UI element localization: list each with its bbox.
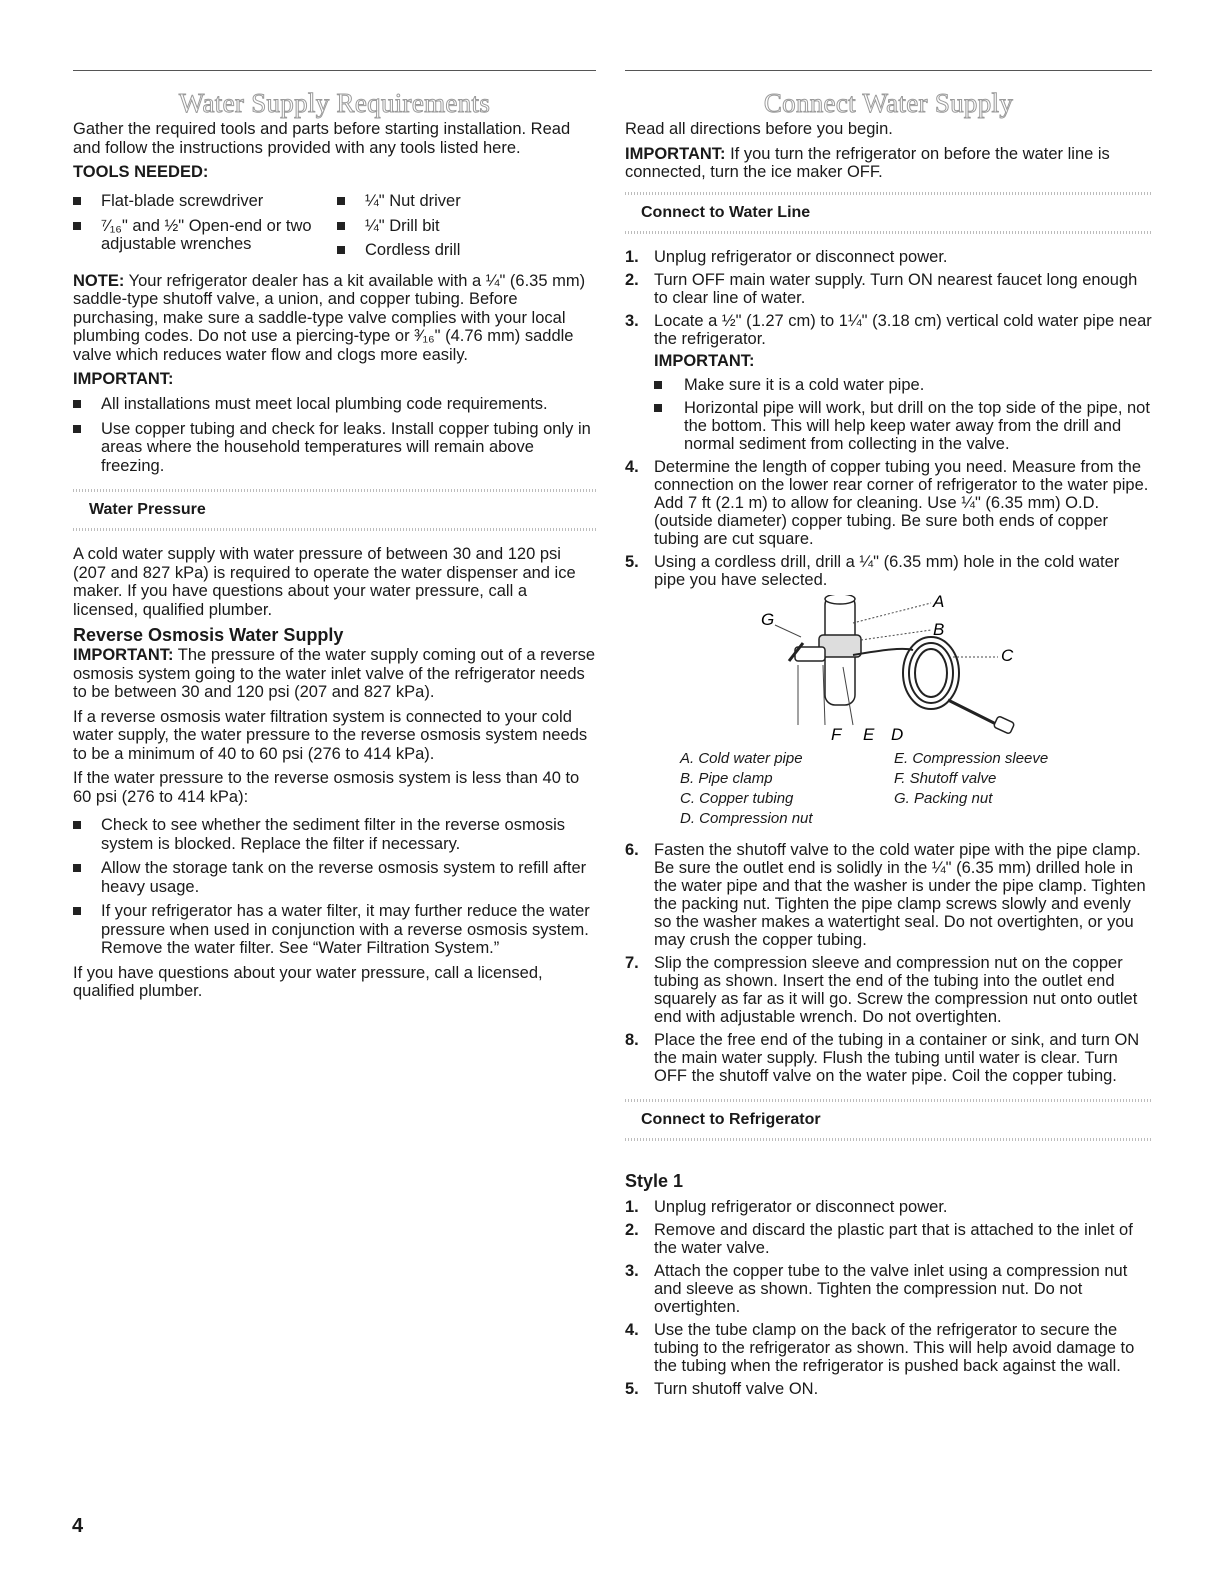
legend-item: A. Cold water pipe [680,749,803,767]
step-item [625,1380,1152,1398]
section-title-connect-water-supply: Connect Water Supply [763,88,1014,118]
intro-paragraph: Read all directions before you begin. [625,120,893,138]
step-text: Attach the copper tube to the valve inlet using a compression nut and sleeve as shown. Tighten the compression nut. Do not overtighten. [654,1261,1128,1316]
valve-illustration [753,595,1053,745]
legend-item: B. Pipe clamp [680,769,773,787]
step-number: 1. [625,247,639,266]
callout-letter-a: A [933,594,945,611]
subsection-heading: Connect to Refrigerator [641,1110,821,1128]
step-number: 5. [625,552,639,571]
step-item [625,271,1152,307]
callout-letter-g: G [761,609,775,629]
step-number: 5. [625,1379,639,1398]
note-label: NOTE: [73,271,125,290]
left-column [73,70,596,1001]
step-number: 7. [625,953,639,972]
diagram-legend [680,749,1152,829]
step-item [625,553,1152,589]
important-label: IMPORTANT: [625,144,726,163]
note-text: Your refrigerator dealer has a kit available with a ¼" (6.35 mm) saddle-type shutoff valve, a union, and copper tubing. Before purchasing, make sure a saddle-type valve complies with your local plumbing codes. Do not use a piercing-type or ³⁄₁₆" (4.76 mm) saddle valve which reduces water flow and clogs more easily. [73,271,586,364]
style-heading: Style 1 [625,1170,684,1191]
legend-item: G. Packing nut [894,789,993,807]
subsection-band-water-pressure [73,489,596,531]
step-important-list [654,376,1152,453]
step-item [625,841,1152,949]
legend-item [894,809,1134,829]
refrigerator-steps [625,1198,1152,1398]
step-number: 8. [625,1030,639,1049]
legend-item: D. Compression nut [680,809,813,827]
tools-list [73,192,596,266]
ro-important-text: The pressure of the water supply coming out of a reverse osmosis system going to the water inlet valve of the refrigerator needs to be between 30 and 120 psi (207 and 827 kPa). [73,646,596,701]
section-rule [625,70,1152,71]
shutoff-valve-diagram [753,595,1053,745]
section-title-water-supply-requirements: Water Supply Requirements [178,88,491,118]
step-number: 3. [625,1261,639,1280]
important-item: Use copper tubing and check for leaks. Install copper tubing only in areas where the household temperatures will remain above freezing. [73,420,596,476]
step-item [625,1221,1152,1257]
callout-letter-b: B [933,619,945,639]
step-text: Remove and discard the plastic part that is attached to the inlet of the water valve. [654,1220,1133,1257]
important-item: All installations must meet local plumbing code requirements. [73,395,596,414]
tools-list-column-2 [337,192,587,266]
step-text: Locate a ½" (1.27 cm) to 1¼" (3.18 cm) vertical cold water pipe near the refrigerator. [654,311,1152,348]
right-column [625,70,1152,1403]
step-item [625,1198,1152,1216]
copper-tubing [853,648,913,654]
step-text: Unplug refrigerator or disconnect power. [654,1197,948,1216]
tool-item: Flat-blade screwdriver [73,192,337,211]
legend-item: E. Compression sleeve [894,749,1049,767]
step-item [625,1031,1152,1085]
ro-important-label: IMPORTANT: [73,646,174,664]
important-text: If you turn the refrigerator on before the water line is connected, turn the ice maker OFF. [625,144,1110,181]
step-number: 4. [625,457,639,476]
tool-item: ¼" Nut driver [337,192,587,211]
step-number: 2. [625,1220,639,1239]
page-number: 4 [72,1515,84,1537]
step-number: 3. [625,311,639,330]
callout-letter-c: C [1001,645,1014,665]
step-number: 1. [625,1197,639,1216]
step-important-item: Make sure it is a cold water pipe. [654,376,1152,394]
legend-item: F. Shutoff valve [894,769,997,787]
step-item [625,1262,1152,1316]
ro-list [73,816,596,958]
ro-item: Check to see whether the sediment filter in the reverse osmosis system is blocked. Replace the filter if necessary. [73,816,596,853]
legend-item: C. Copper tubing [680,789,794,807]
important-list [73,395,596,475]
water-pressure-paragraph: A cold water supply with water pressure of between 30 and 120 psi (207 and 827 kPa) is required to operate the water dispenser and ice maker. If you have questions about your water pressure, call a licensed, qualified plumber. [73,545,576,619]
step-text: Unplug refrigerator or disconnect power. [654,247,948,266]
step-item [625,954,1152,1026]
tool-item: ⁷⁄₁₆" and ½" Open-end or two adjustable wrenches [73,217,337,254]
step-text: Using a cordless drill, drill a ¼" (6.35 mm) hole in the cold water pipe you have selected. [654,552,1120,589]
step-item [625,1321,1152,1375]
step-text: Slip the compression sleeve and compression nut on the copper tubing as shown. Insert the end of the tubing into the outlet end squarely as far as it will go. Screw the compression nut onto outlet end with adjustable wrench. Do not overtighten. [654,953,1138,1026]
note-paragraph [73,272,596,365]
important-paragraph [625,145,1152,182]
step-important-label: IMPORTANT: [654,351,755,370]
ro-paragraph: If the water pressure to the reverse osmosis system is less than 40 to 60 psi (276 to 414 kPa): [73,769,580,806]
ro-heading: Reverse Osmosis Water Supply [73,625,344,645]
step-item [625,248,1152,266]
step-important-item: Horizontal pipe will work, but drill on the top side of the pipe, not the bottom. This will help keep water away from the drill and normal sediment from collecting in the valve. [654,399,1152,453]
step-text: Determine the length of copper tubing you need. Measure from the connection on the lower rear corner of refrigerator to the water pipe. Add 7 ft (2.1 m) to allow for cleaning. Use ¼" (6.35 mm) O.D. (outside diameter) copper tubing. Be sure both ends of copper tubing are cut square. [654,457,1149,548]
callout-letter-f: F [831,724,842,744]
step-item [625,312,1152,453]
callout-letter-d: D [891,724,904,744]
water-line-steps [625,248,1152,589]
callout-letter-e: E [863,724,875,744]
step-text: Turn OFF main water supply. Turn ON nearest faucet long enough to clear line of water. [654,270,1138,307]
subsection-heading: Connect to Water Line [641,203,811,221]
ro-important-paragraph [73,646,596,702]
ro-item: Allow the storage tank on the reverse osmosis system to refill after heavy usage. [73,859,596,896]
tools-needed-label: TOOLS NEEDED: [73,163,209,181]
intro-paragraph: Gather the required tools and parts before starting installation. Read and follow the instructions provided with any tools listed here. [73,120,571,157]
subsection-band-water-line [625,192,1152,234]
step-text: Use the tube clamp on the back of the refrigerator to secure the tubing to the refrigerator as shown. This will help avoid damage to the tubing when the refrigerator is pushed back against the wall. [654,1320,1135,1375]
pipe-top [825,595,855,604]
ro-item: If your refrigerator has a water filter, it may further reduce the water pressure when used in conjunction with a reverse osmosis system. Remove the water filter. See “Water Filtration System.” [73,902,596,958]
step-item [625,458,1152,548]
important-label: IMPORTANT: [73,370,174,388]
tool-item: Cordless drill [337,241,587,260]
ro-paragraph: If a reverse osmosis water filtration system is connected to your cold water supply, the water pressure to the reverse osmosis system needs to be a minimum of 40 to 60 psi (276 to 414 kPa). [73,707,588,763]
step-number: 2. [625,270,639,289]
step-text: Turn shutoff valve ON. [654,1379,819,1398]
compression-nut [993,715,1014,733]
ro-closing-paragraph: If you have questions about your water pressure, call a licensed, qualified plumber. [73,963,543,1000]
water-line-steps-continued [625,841,1152,1085]
subsection-heading: Water Pressure [89,501,206,518]
step-text: Place the free end of the tubing in a container or sink, and turn ON the main water supply. Flush the tubing until water is clear. Turn OFF the shutoff valve on the water pipe. Coil the copper tubing. [654,1030,1140,1085]
step-number: 4. [625,1320,639,1339]
step-number: 6. [625,840,639,859]
tool-item: ¼" Drill bit [337,217,587,236]
step-text: Fasten the shutoff valve to the cold water pipe with the pipe clamp. Be sure the outlet end is solidly in the ¼" (6.35 mm) drilled hole in the water pipe and that the washer is under the pipe clamp. Tighten the packing nut. Tighten the pipe clamp screws slowly and evenly so the washer makes a watertight seal. Do not overtighten, or you may crush the copper tubing. [654,840,1146,949]
tools-list-column-1 [73,192,337,266]
section-rule [73,70,596,71]
tubing-coil [903,637,959,709]
subsection-band-refrigerator [625,1099,1152,1141]
